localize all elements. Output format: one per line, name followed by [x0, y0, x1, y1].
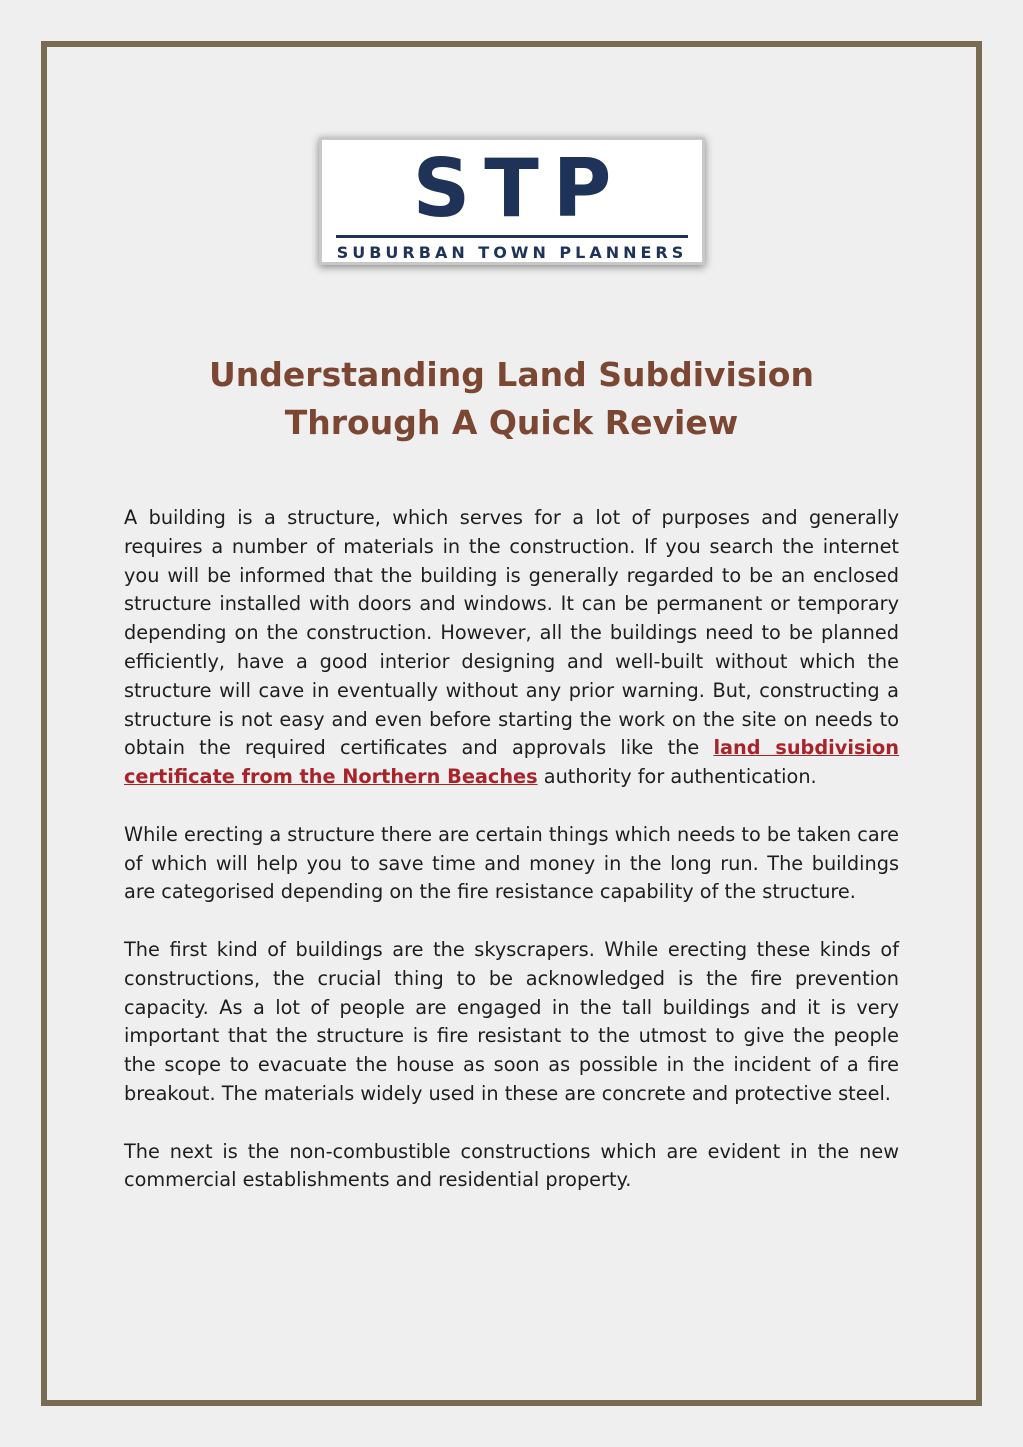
title-line-2: Through A Quick Review: [284, 403, 739, 442]
logo-mark: STP: [412, 142, 626, 235]
logo-subtitle: SUBURBAN TOWN PLANNERS: [336, 243, 688, 261]
paragraph-3: The first kind of buildings are the skyscrapers. While erecting these kinds of constructions, the crucial thing to be acknowledged is the fire prevention capacity. As a lot of people are engaged in the tall buildings and it is very important that the structure is fire resistant to the utmost to give the people the scope to evacuate the house as soon as possible in the incident of a fire breakout. The materials widely used in these are concrete and protective steel.: [124, 937, 899, 1105]
document-body: [124, 504, 899, 1224]
paragraph-2: While erecting a structure there are certain things which needs to be taken care of which will help you to save time and money in the long run. The buildings are categorised depending on the fire resistance capability of the structure.: [124, 822, 899, 904]
logo-divider: [336, 235, 688, 238]
title-line-1: Understanding Land Subdivision: [209, 355, 814, 394]
document-title: [107, 351, 916, 447]
stp-logo: [319, 137, 705, 265]
paragraph-1-text: A building is a structure, which serves for a lot of purposes and generally requires a number of materials in the construction. If you search the internet you will be informed that the building is generally regarded to be an enclosed structure installed with doors and windows. It can be permanent or temporary depending on the construction. However, all the buildings need to be planned efficiently, have a good interior designing and well-built without which the structure will cave in eventually without any prior warning. But, constructing a structure is not easy and even before starting the work on the site on needs to obtain the required certificates and approvals like the: [124, 506, 899, 760]
page-frame: [41, 41, 982, 1406]
land-subdivision-certificate-link[interactable]: land subdivision certificate from the Northern Beaches: [124, 736, 900, 789]
paragraph-1: [124, 504, 899, 792]
paragraph-4: The next is the non-combustible constructions which are evident in the new commercial establishments and residential property.: [124, 1139, 899, 1192]
paragraph-1-text-end: authority for authentication.: [537, 765, 817, 789]
